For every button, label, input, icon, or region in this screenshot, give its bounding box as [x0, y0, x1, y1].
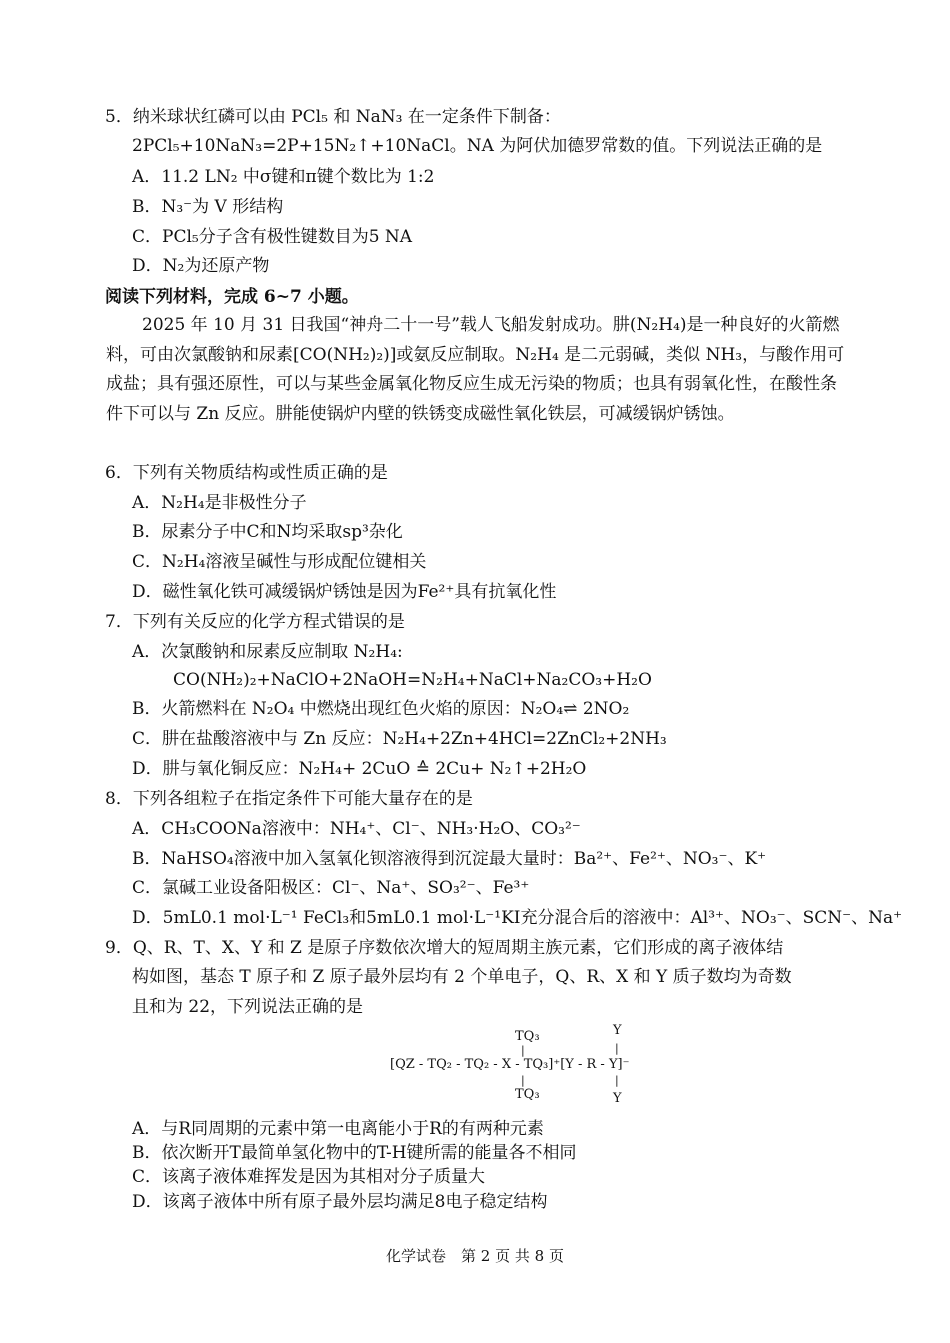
q5-option-c: C．PCl₅分子含有极性键数目为5 NA: [132, 227, 413, 247]
q7-option-a: A．次氯酸钠和尿素反应制取 N₂H₄:: [132, 642, 403, 662]
structure-main-chain: [QZ - TQ₂ - TQ₂ - X - TQ₃]⁺[Y - R - Y]⁻: [390, 1057, 630, 1072]
structure-bond-top: |: [521, 1044, 525, 1057]
q5-stem: 5．纳米球状红磷可以由 PCl₅ 和 NaN₃ 在一定条件下制备：: [105, 107, 561, 127]
q6-stem: 6．下列有关物质结构或性质正确的是: [105, 463, 388, 483]
q8-option-d: D．5mL0.1 mol·L⁻¹ FeCl₃和5mL0.1 mol·L⁻¹KI充分混合后的溶液中：Al³⁺、NO₃⁻、SCN⁻、Na⁺: [132, 908, 903, 928]
q9-stem-line1: 9．Q、R、T、X、Y 和 Z 是原子序数依次增大的短周期主族元素，它们形成的离子液体结: [105, 938, 784, 958]
q8-option-b: B．NaHSO₄溶液中加入氢氧化钡溶液得到沉淀最大量时：Ba²⁺、Fe²⁺、NO₃⁻、K⁺: [132, 849, 767, 869]
q7-option-c: C．肼在盐酸溶液中与 Zn 反应：N₂H₄+2Zn+4HCl=2ZnCl₂+2NH₃: [132, 729, 667, 749]
q5-option-a: A．11.2 LN₂ 中σ键和π键个数比为 1:2: [132, 167, 435, 187]
q9-stem-line2: 构如图，基态 T 原子和 Z 原子最外层均有 2 个单电子，Q、R、X 和 Y 质子数均为奇数: [132, 967, 792, 987]
ionic-liquid-structure: [385, 1022, 685, 1110]
q5-option-b: B．N₃⁻为 V 形结构: [132, 197, 284, 217]
reading-material: 2025 年 10 月 31 日我国“神舟二十一号”载人飞船发射成功。肼(N₂H₄)是一种良好的火箭燃料，可由次氯酸钠和尿素[CO(NH₂)₂)]或氨反应制取。N₂H₄ 是二元弱碱，类似 NH₃，与酸作用可成盐；具有强还原性，可以与某些金属氧化物反应生成无污染的物质；也具有弱氧化性，在酸性条件下可以与 Zn 反应。肼能使锅炉内壁的铁锈变成磁性氧化铁层，可减缓锅炉锈蚀。: [106, 315, 845, 424]
structure-y-bottom: Y: [613, 1091, 622, 1106]
q9-option-b: B．依次断开T最简单氢化物中的T-H键所需的能量各不相同: [132, 1143, 577, 1163]
structure-bond-bottom: |: [521, 1074, 525, 1087]
structure-bond-y-bottom: |: [615, 1074, 619, 1087]
q8-stem: 8．下列各组粒子在指定条件下可能大量存在的是: [105, 789, 473, 809]
structure-bottom-substituent: TQ₃: [515, 1087, 540, 1102]
q6-option-d: D．磁性氧化铁可减缓锅炉锈蚀是因为Fe²⁺具有抗氧化性: [132, 582, 557, 602]
page-footer: 化学试卷 第 2 页 共 8 页: [386, 1247, 564, 1265]
q8-option-c: C．氯碱工业设备阳极区：Cl⁻、Na⁺、SO₃²⁻、Fe³⁺: [132, 878, 530, 898]
q9-stem-line3: 且和为 22，下列说法正确的是: [132, 997, 364, 1017]
q7-stem: 7．下列有关反应的化学方程式错误的是: [105, 612, 405, 632]
q9-option-d: D．该离子液体中所有原子最外层均满足8电子稳定结构: [132, 1192, 548, 1212]
q9-option-c: C．该离子液体难挥发是因为其相对分子质量大: [132, 1167, 486, 1187]
q5-stem-equation: 2PCl₅+10NaN₃=2P+15N₂↑+10NaCl。NA 为阿伏加德罗常数的值。下列说法正确的是: [132, 136, 823, 156]
structure-top-substituent: TQ₃: [515, 1029, 540, 1044]
structure-y-top: Y: [613, 1023, 622, 1038]
q5-option-d: D．N₂为还原产物: [132, 256, 270, 276]
q7-option-d: D．肼与氧化铜反应：N₂H₄+ 2CuO ≙ 2Cu+ N₂↑+2H₂O: [132, 759, 587, 779]
q7-option-a-equation: CO(NH₂)₂+NaClO+2NaOH=N₂H₄+NaCl+Na₂CO₃+H₂O: [173, 670, 652, 690]
q6-option-a: A．N₂H₄是非极性分子: [132, 493, 307, 513]
q7-option-b: B．火箭燃料在 N₂O₄ 中燃烧出现红色火焰的原因：N₂O₄⇌ 2NO₂: [132, 699, 630, 719]
section-heading: 阅读下列材料，完成 6~7 小题。: [105, 287, 359, 307]
q6-option-c: C．N₂H₄溶液呈碱性与形成配位键相关: [132, 552, 427, 572]
q6-option-b: B．尿素分子中C和N均采取sp³杂化: [132, 522, 403, 542]
q8-option-a: A．CH₃COONa溶液中：NH₄⁺、Cl⁻、NH₃·H₂O、CO₃²⁻: [132, 819, 581, 839]
q9-option-a: A．与R同周期的元素中第一电离能小于R的有两种元素: [132, 1119, 544, 1139]
structure-bond-y-top: |: [615, 1042, 619, 1055]
